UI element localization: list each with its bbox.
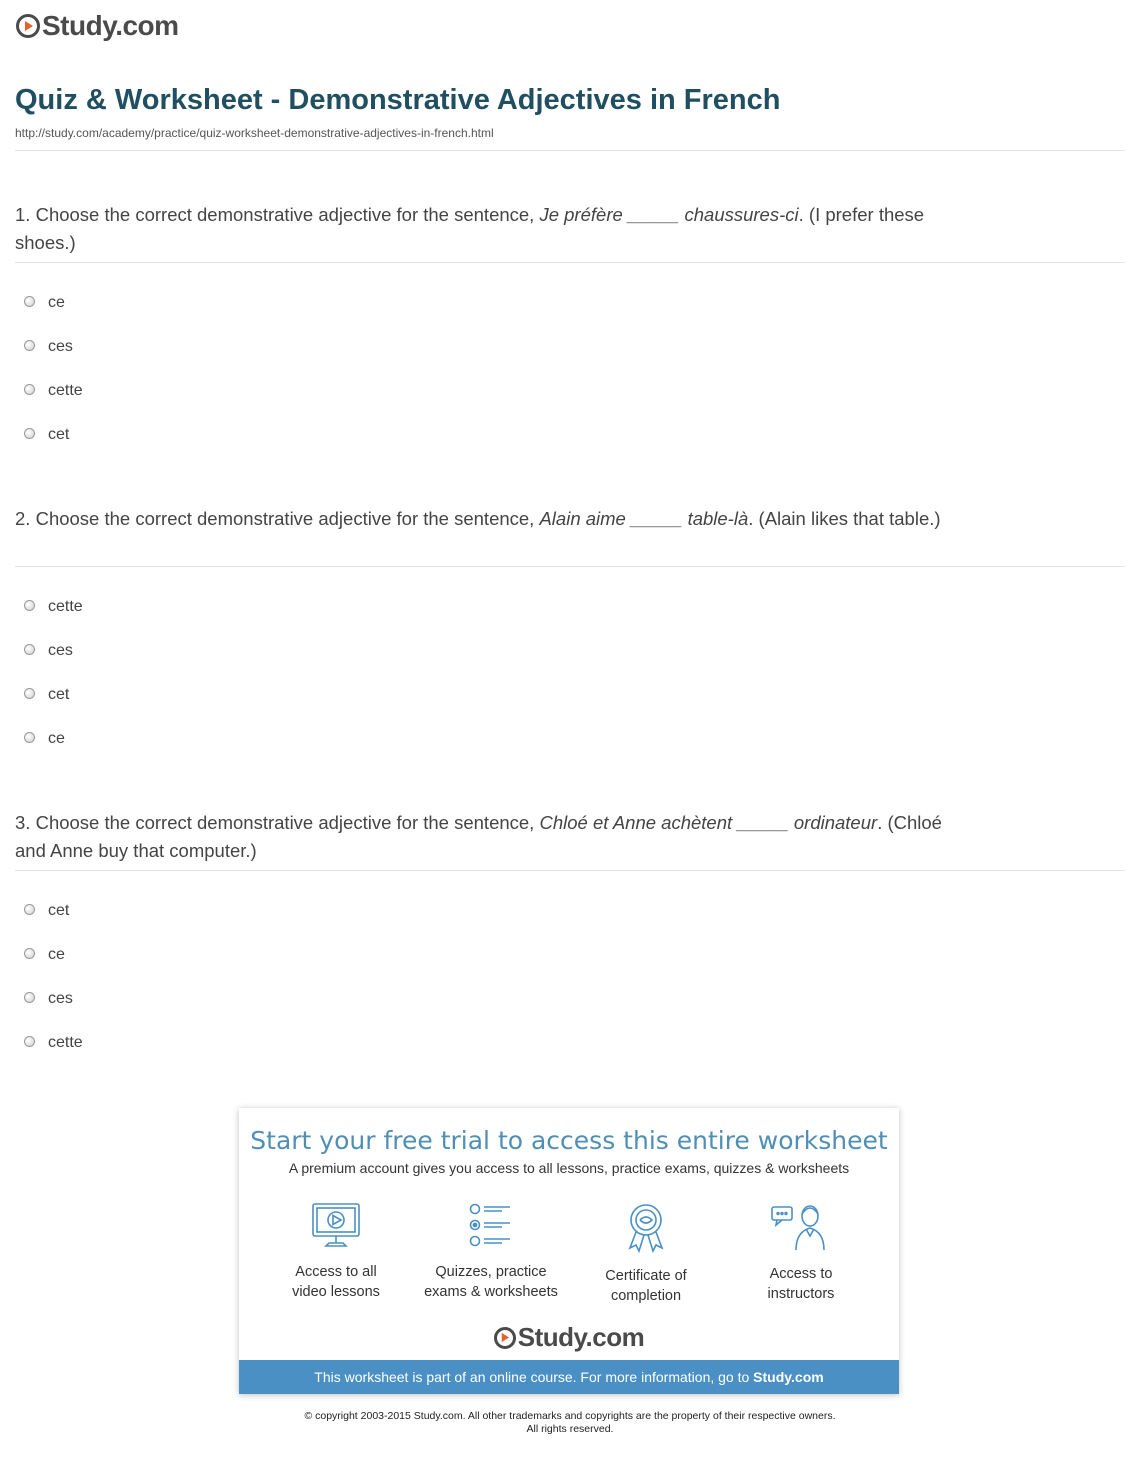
page-title: Quiz & Worksheet - Demonstrative Adjectives in French xyxy=(15,84,781,116)
promo-study-logo[interactable] xyxy=(239,1322,899,1353)
radio-button[interactable] xyxy=(24,384,35,395)
radio-button[interactable] xyxy=(24,340,35,351)
feature-quizzes xyxy=(416,1202,566,1302)
feature-instructors xyxy=(726,1202,876,1304)
logo-wordmark: Study.com xyxy=(517,1322,645,1352)
radio-button[interactable] xyxy=(24,1036,35,1047)
feature-video-lessons xyxy=(261,1202,411,1302)
answer-option[interactable] xyxy=(24,293,65,313)
radio-button[interactable] xyxy=(24,644,35,655)
answer-option[interactable] xyxy=(24,729,65,749)
question-sentence: Chloé et Anne achètent _____ ordinateur xyxy=(539,812,878,833)
feature-label: Access to instructors xyxy=(767,1266,835,1302)
video-lesson-icon xyxy=(310,1202,362,1250)
option-label: cet xyxy=(48,426,70,443)
radio-button[interactable] xyxy=(24,948,35,959)
radio-button[interactable] xyxy=(24,428,35,439)
question-suffix: . (I prefer these shoes.) xyxy=(15,204,925,253)
question-suffix: . (Alain likes that table.) xyxy=(748,508,941,529)
study-logo[interactable] xyxy=(16,10,179,42)
feature-label: Certificate of completion xyxy=(605,1268,687,1304)
copyright-footer xyxy=(0,1410,1140,1436)
radio-button[interactable] xyxy=(24,688,35,699)
question-sentence: Je préfère _____ chaussures-ci xyxy=(539,204,799,225)
instructor-icon xyxy=(770,1202,832,1252)
answer-option[interactable] xyxy=(24,381,83,401)
answer-option[interactable] xyxy=(24,685,69,705)
question-3 xyxy=(15,809,945,865)
option-label: ces xyxy=(48,642,73,659)
question-prefix: Choose the correct demonstrative adjective for the sentence, xyxy=(35,508,535,529)
radio-button[interactable] xyxy=(24,296,35,307)
divider xyxy=(15,150,1125,151)
promo-title[interactable]: Start your free trial to access this entire worksheet xyxy=(250,1126,888,1155)
question-prefix: Choose the correct demonstrative adjective for the sentence, xyxy=(35,812,535,833)
option-label: cet xyxy=(48,686,70,703)
answer-option[interactable] xyxy=(24,901,69,921)
feature-certificate xyxy=(571,1202,721,1306)
option-label: ces xyxy=(48,990,73,1007)
free-trial-promo xyxy=(239,1108,899,1394)
option-label: ce xyxy=(48,946,65,963)
question-number: 1. xyxy=(15,204,31,225)
quiz-list-icon xyxy=(468,1202,514,1250)
radio-button[interactable] xyxy=(24,600,35,611)
divider xyxy=(15,870,1125,871)
radio-button[interactable] xyxy=(24,992,35,1003)
question-sentence: Alain aime _____ table-là xyxy=(539,508,749,529)
option-label: cette xyxy=(48,598,83,615)
answer-option[interactable] xyxy=(24,337,73,357)
copyright-line: © copyright 2003-2015 Study.com. All other trademarks and copyrights are the property of their respective owners. xyxy=(304,1410,836,1422)
logo-wordmark: Study.com xyxy=(42,10,179,41)
promo-info-bar xyxy=(239,1360,899,1394)
question-number: 2. xyxy=(15,508,31,529)
radio-button[interactable] xyxy=(24,732,35,743)
rights-line: All rights reserved. xyxy=(526,1423,614,1435)
answer-option[interactable] xyxy=(24,597,83,617)
question-suffix: . (Chloé and Anne buy that computer.) xyxy=(15,812,942,861)
divider xyxy=(15,262,1125,263)
option-label: cet xyxy=(48,902,70,919)
question-number: 3. xyxy=(15,812,31,833)
feature-label: Access to all video lessons xyxy=(292,1264,380,1300)
feature-label: Quizzes, practice exams & worksheets xyxy=(424,1264,558,1300)
answer-option[interactable] xyxy=(24,945,65,965)
promo-bar-link[interactable]: Study.com xyxy=(753,1369,824,1385)
option-label: ce xyxy=(48,730,65,747)
radio-button[interactable] xyxy=(24,904,35,915)
answer-option[interactable] xyxy=(24,1033,83,1053)
answer-option[interactable] xyxy=(24,989,73,1009)
answer-option[interactable] xyxy=(24,641,73,661)
answer-option[interactable] xyxy=(24,425,69,445)
option-label: ces xyxy=(48,338,73,355)
question-prefix: Choose the correct demonstrative adjective for the sentence, xyxy=(35,204,535,225)
promo-bar-text: This worksheet is part of an online course. For more information, go to xyxy=(314,1369,750,1385)
option-label: cette xyxy=(48,382,83,399)
divider xyxy=(15,566,1125,567)
question-2 xyxy=(15,505,945,533)
option-label: ce xyxy=(48,294,65,311)
option-label: cette xyxy=(48,1034,83,1051)
play-circle-icon xyxy=(494,1327,516,1349)
promo-subtitle: A premium account gives you access to all lessons, practice exams, quizzes & worksheets xyxy=(288,1160,850,1176)
play-circle-icon xyxy=(16,14,40,38)
certificate-icon xyxy=(624,1202,668,1254)
question-1 xyxy=(15,201,945,257)
page-url: http://study.com/academy/practice/quiz-worksheet-demonstrative-adjectives-in-french.html xyxy=(15,126,494,140)
